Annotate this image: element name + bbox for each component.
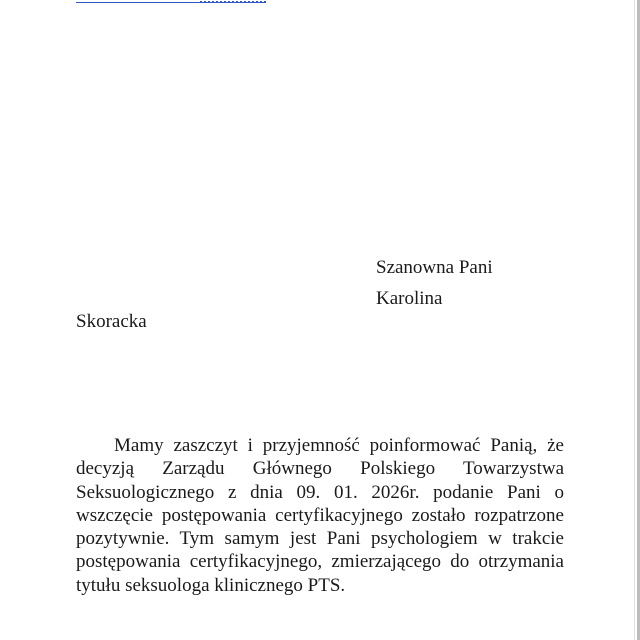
- recipient-first-name: Karolina: [376, 288, 443, 309]
- letter-body-paragraph: Mamy zaszczyt i przyjemność poinformować Panią, że decyzją Zarządu Głównego Polskiego Towarzystwa Seksuologicznego z dnia 09. 01. 2026r. podanie Pani o wszczęcie postępowania certyfikacyjnego zostało rozpatrzone pozytywnie. Tym samym jest Pani psychologiem w trakcie postępowania certyfikacyjnego, zmierzającego do otrzymania tytułu seksuologa klinicznego PTS.: [76, 435, 564, 596]
- recipient-last-name: Skoracka: [76, 311, 147, 332]
- hyperlink-cropped-glyphs: [200, 0, 266, 3]
- recipient-salutation: Szanowna Pani: [376, 257, 493, 278]
- cropped-hyperlink[interactable]: [76, 0, 266, 4]
